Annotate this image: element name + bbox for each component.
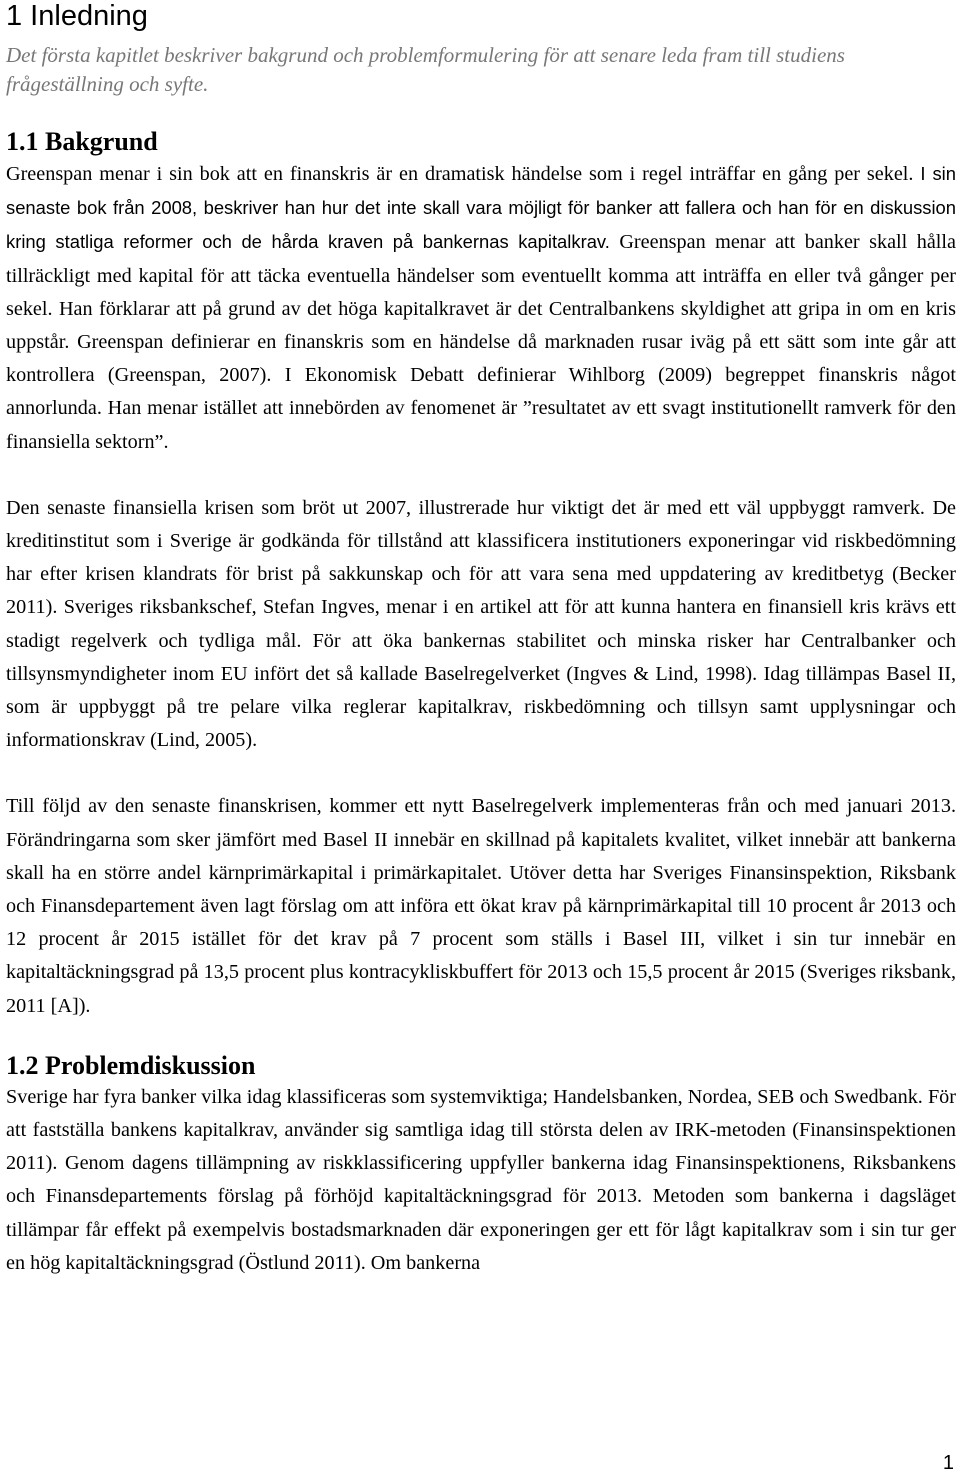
page-number: 1 [942,1452,954,1474]
paragraph-bakgrund-1-part-b: I sin senaste bok från 2008, beskriver han hur det inte skall vara möjligt för banker att fallera och han för en diskussion kring statliga reformer och de hårda kraven på bankernas kapitalkrav. [6,163,956,253]
chapter-lead: Det första kapitlet beskriver bakgrund och problemformulering för att senare leda fram till studiens frågeställning och syfte. [6,43,845,96]
paragraph-bakgrund-1-part-c: Greenspan menar att banker skall hålla tillräckligt med kapital för att täcka eventuella händelser som eventuellt komma att inträffa en eller två gånger per sekel. Han förklarar att på grund av det höga kapitalkravet är det Centralbankens skyldighet att gripa in om en kris uppstår. Greenspan definierar en finanskris som en händelse då marknaden rusar iväg på ett sätt som inte går att kontrollera (Greenspan, 2007). I Ekonomisk Debatt definierar Wihlborg (2009) begreppet finanskris något annorlunda. Han menar istället att innebörden av fenomenet är ”resultatet av ett svagt institutionellt ramverk för den finansiella sektorn”. [6,231,956,453]
paragraph-bakgrund-1 [6,157,956,459]
section-heading-problemdiskussion: 1.2 Problemdiskussion [6,1050,256,1080]
chapter-heading: 1 Inledning [6,0,148,32]
paragraph-bakgrund-1-part-a: Greenspan menar i sin bok att en finanskris är en dramatisk händelse som i regel inträffar en gång per sekel. [6,163,914,185]
paragraph-bakgrund-2: Den senaste finansiella krisen som bröt ut 2007, illustrerade hur viktigt det är med ett väl uppbyggt ramverk. De kreditinstitut som i Sverige är godkända för tillstånd att klassificera institutioners exponeringar vid riskbedömning har efter krisen klandrats för brist på sakkunskap och för att vara sena med uppdatering av kreditbetyg (Becker 2011). Sveriges riksbankschef, Stefan Ingves, menar i en artikel att för att kunna hantera en finansiell kris krävs ett stadigt regelverk och tydliga mål. För att öka bankernas stabilitet och minska risker har Centralbanker och tillsynsmyndigheter inom EU infört det så kallade Baselregelverket (Ingves & Lind, 1998). Idag tillämpas Basel II, som är uppbyggt på tre pelare vilka reglerar kapitalkrav, riskbedömning och tillsyn samt upplysningar och informationskrav (Lind, 2005). [6,496,956,752]
paragraph-problemdiskussion-1: Sverige har fyra banker vilka idag klassificeras som systemviktiga; Handelsbanken, Nordea, SEB och Swedbank. För att fastställa bankens kapitalkrav, använder sig samtliga idag till största delen av IRK-metoden (Finansinspektionen 2011). Genom dagens tillämpning av riskklassificering uppfyller bankerna idag Finansinspektionens, Riksbankens och Finansdepartements förslag på förhöjd kapitaltäckningsgrad för 2013. Metoden som bankerna i dagsläget tillämpar får effekt på exempelvis bostadsmarknaden där exponeringen ger ett för lågt kapitalkrav som i sin tur ger en hög kapitaltäckningsgrad (Östlund 2011). Om bankerna [6,1085,956,1274]
section-heading-bakgrund: 1.1 Bakgrund [6,127,158,156]
document-page [6,0,956,1280]
paragraph-bakgrund-3: Till följd av den senaste finanskrisen, kommer ett nytt Baselregelverk implementeras från och med januari 2013. Förändringarna som sker jämfört med Basel II innebär en skillnad på kapitalets kvalitet, vilket innebär att bankerna skall ha en större andel kärnprimärkapital i primärkapitalet. Utöver detta har Sveriges Finansinspektion, Riksbank och Finansdepartement även lagt förslag om att införa ett ökat krav på kärnprimärkapital till 10 procent år 2013 och 12 procent år 2015 istället för det krav på 7 procent som ställs i Basel III, vilket i sin tur innebär en kapitaltäckningsgrad på 13,5 procent plus kontracykliskbuffert för 2013 och 15,5 procent år 2015 (Sveriges riksbank, 2011 [A]). [6,795,956,1017]
